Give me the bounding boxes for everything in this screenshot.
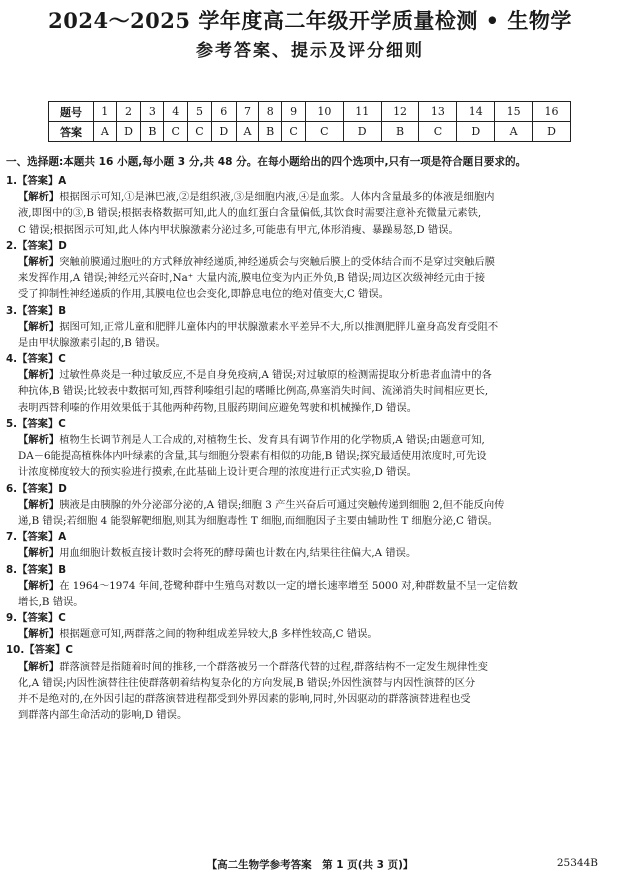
answer-cell: D <box>533 122 571 142</box>
analysis-tag: 【解析】 <box>18 369 60 382</box>
analysis-line: 是由甲状腺激素引起的,B 错误。 <box>18 336 166 349</box>
question-number: 5 <box>188 102 212 122</box>
footer-page-info: 【高二生物学参考答案 第 1 页(共 3 页)】 <box>206 859 414 871</box>
analysis-line: C 错误;根据图示可知,此人体内甲状腺激素分泌过多,可能患有甲亢,体形消瘦、暴躁易怒,D 错误。 <box>18 223 459 236</box>
answer-cell: B <box>259 122 282 142</box>
analysis-line: 【解析】在 1964～1974 年间,苍鹭种群中生殖鸟对数以一定的增长速率增至 5000 对,种群数量不呈一定倍数 <box>18 579 518 592</box>
analysis-tag: 【解析】 <box>18 320 60 333</box>
answer-line: 2.【答案】D <box>6 239 67 252</box>
question-number: 12 <box>381 102 419 122</box>
analysis-tag: 【解析】 <box>18 628 60 641</box>
answer-table-answer-row <box>49 122 571 142</box>
answer-cell: D <box>116 122 141 142</box>
analysis-tag: 【解析】 <box>18 498 60 511</box>
answer-cell: C <box>188 122 212 142</box>
answer-cell: D <box>211 122 236 142</box>
question-number: 9 <box>282 102 306 122</box>
answer-cell: A <box>495 122 533 142</box>
answer-line: 3.【答案】B <box>6 304 67 317</box>
answer-cell: D <box>343 122 381 142</box>
analysis-line: 表明西替利嗪的作用效果低于其他两种药物,且服药期间应避免驾驶和机械操作,D 错误。 <box>18 401 418 414</box>
analysis-tag: 【解析】 <box>18 579 60 592</box>
analysis-line: 增长,B 错误。 <box>18 595 84 608</box>
question-number: 7 <box>236 102 259 122</box>
answer-cell: A <box>94 122 117 142</box>
analysis-line: 化,A 错误;内因性演替往往使群落朝着结构复杂化的方向发展,B 错误;外因性演替与内因性演替的区分 <box>18 676 476 689</box>
question-number: 3 <box>141 102 164 122</box>
answer-line: 8.【答案】B <box>6 563 67 576</box>
answer-line: 4.【答案】C <box>6 353 66 366</box>
question-number: 2 <box>116 102 141 122</box>
answer-table <box>48 101 571 142</box>
answer-cell: C <box>305 122 343 142</box>
question-number: 8 <box>259 102 282 122</box>
analysis-line: 【解析】用血细胞计数板直接计数时会将死的酵母菌也计数在内,结果往往偏大,A 错误。 <box>18 547 417 560</box>
analysis-line: 来发挥作用,A 错误;神经元兴奋时,Na⁺ 大量内流,膜电位变为内正外负,B 错误;周边区次级神经元由于接 <box>18 272 486 285</box>
answer-line: 6.【答案】D <box>6 482 67 495</box>
question-number: 11 <box>343 102 381 122</box>
analysis-line: 【解析】根据题意可知,两群落之间的物种组成差异较大,β 多样性较高,C 错误。 <box>18 628 378 641</box>
analysis-line: 递,B 错误;若细胞 4 能裂解靶细胞,则其为细胞毒性 T 细胞,而细胞因子主要由辅助性 T 细胞分泌,C 错误。 <box>18 514 499 527</box>
analysis-line: 并不是绝对的,在外因引起的群落演替进程都受到外界因素的影响,同时,外因驱动的群落演替进程也受 <box>18 693 471 705</box>
analysis-tag: 【解析】 <box>18 434 60 446</box>
question-number: 6 <box>211 102 236 122</box>
analysis-line: 【解析】胰液是由胰腺的外分泌部分泌的,A 错误;细胞 3 产生兴奋后可通过突触传递到细胞 2,但不能反向传 <box>18 498 505 511</box>
page-subtitle: 参考答案、提示及评分细则 <box>196 41 424 61</box>
answer-line: 10.【答案】C <box>6 644 73 657</box>
answer-line: 9.【答案】C <box>6 612 66 625</box>
answer-cell: C <box>419 122 457 142</box>
question-number: 10 <box>305 102 343 122</box>
analysis-tag: 【解析】 <box>18 660 60 673</box>
answer-table-number-row <box>49 102 571 122</box>
analysis-tag: 【解析】 <box>18 547 60 560</box>
answer-cell: C <box>164 122 188 142</box>
analysis-line: 计浓度梯度较大的预实验进行摸索,在此基础上设计更合理的浓度进行正式实验,D 错误。 <box>18 466 418 479</box>
analysis-line: 【解析】突触前膜通过胞吐的方式释放神经递质,神经递质会与突触后膜上的受体结合而不是穿过突触后膜 <box>18 255 495 268</box>
answer-cell: C <box>282 122 306 142</box>
footer-code: 25344B <box>556 857 598 869</box>
answer-cell: B <box>381 122 419 142</box>
analysis-line: 【解析】群落演替是指随着时间的推移,一个群落被另一个群落代替的过程,群落结构不一定发生规律性变 <box>18 660 488 673</box>
question-number: 14 <box>457 102 495 122</box>
section-heading: 一、选择题:本题共 16 小题,每小题 3 分,共 48 分。在每小题给出的四个选项中,只有一项是符合题目要求的。 <box>6 156 527 168</box>
question-number: 13 <box>419 102 457 122</box>
analysis-line: 【解析】植物生长调节剂是人工合成的,对植物生长、发育具有调节作用的化学物质,A 错误;由题意可知, <box>18 434 485 446</box>
analysis-line: 【解析】据图可知,正常儿童和肥胖儿童体内的甲状腺激素水平差异不大,所以推测肥胖儿童身高发育受阻不 <box>18 320 499 333</box>
question-number: 16 <box>533 102 571 122</box>
analysis-line: 液,即图中的③,B 错误;根据表格数据可知,此人的血红蛋白含量偏低,其饮食时需要注意补充微量元素铁, <box>18 207 482 220</box>
answer-explanations <box>6 173 604 723</box>
analysis-tag: 【解析】 <box>18 255 60 268</box>
answer-line: 7.【答案】A <box>6 531 67 544</box>
row-label-number: 题号 <box>49 102 94 122</box>
answer-cell: D <box>457 122 495 142</box>
analysis-line: 种抗体,B 错误;比较表中数据可知,西替利嗪组引起的嗜睡比例高,鼻塞消失时间、流涕消失时间相应更长, <box>18 385 489 398</box>
answer-line: 5.【答案】C <box>6 417 66 430</box>
analysis-line: 到群落内部生命活动的影响,D 错误。 <box>18 709 188 722</box>
analysis-tag: 【解析】 <box>18 191 60 204</box>
analysis-line: 【解析】过敏性鼻炎是一种过敏反应,不是自身免疫病,A 错误;对过敏原的检测需提取分析患者血清中的各 <box>18 369 492 382</box>
analysis-line: 受了抑制性神经递质的作用,其膜电位也会变化,即静息电位的绝对值变大,C 错误。 <box>18 288 390 301</box>
analysis-line: 【解析】根据图示可知,①是淋巴液,②是组织液,③是细胞内液,④是血浆。人体内含量最多的体液是细胞内 <box>18 191 495 204</box>
question-number: 1 <box>94 102 117 122</box>
row-label-answer: 答案 <box>49 122 94 142</box>
answer-line: 1.【答案】A <box>6 175 67 187</box>
analysis-line: DA－6能提高植株体内叶绿素的含量,其与细胞分裂素有相似的功能,B 错误;探究最适使用浓度时,可先设 <box>18 450 487 463</box>
question-number: 4 <box>164 102 188 122</box>
question-number: 15 <box>495 102 533 122</box>
page-title: 2024～2025 学年度高二年级开学质量检测 • 生物学 <box>48 8 572 33</box>
answer-cell: A <box>236 122 259 142</box>
answer-cell: B <box>141 122 164 142</box>
